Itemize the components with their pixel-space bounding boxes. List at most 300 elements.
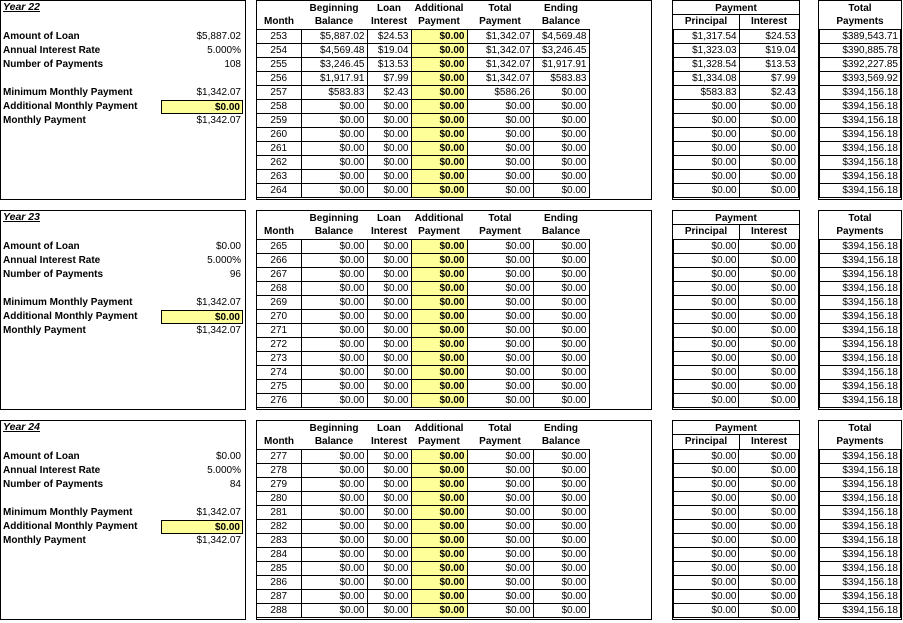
cell-int: $0.00 [367, 142, 411, 156]
number-of-payments-value: 96 [229, 269, 241, 280]
cell-end: $0.00 [533, 464, 589, 478]
year-title: Year 23 [3, 211, 40, 223]
cell-tot: $1,342.07 [467, 72, 533, 86]
table-row [257, 492, 589, 506]
cell-month: 278 [257, 464, 301, 478]
table-row [674, 352, 799, 366]
number-of-payments-label: Number of Payments [3, 479, 104, 490]
cell-beg: $5,887.02 [301, 30, 367, 44]
cell-pint: $7.99 [739, 72, 798, 86]
cell-prin: $1,323.03 [674, 44, 740, 58]
table-row [820, 324, 901, 338]
cell-int: $0.00 [367, 268, 411, 282]
cell-month: 259 [257, 114, 301, 128]
monthly-payment-label: Monthly Payment [3, 115, 86, 126]
cell-end: $0.00 [533, 506, 589, 520]
cell-cumulative: $393,569.92 [820, 72, 901, 86]
col-header-end-top: Ending [544, 423, 578, 434]
cell-tot: $0.00 [467, 562, 533, 576]
minimum-monthly-payment-label: Minimum Monthly Payment [3, 87, 133, 98]
cell-month: 277 [257, 450, 301, 464]
cell-prin: $1,317.54 [674, 30, 740, 44]
cell-end: $3,246.45 [533, 44, 589, 58]
col-header-beg-top: Beginning [309, 3, 359, 14]
table-row [820, 590, 901, 604]
table-row [674, 44, 799, 58]
cell-pint: $0.00 [739, 604, 799, 618]
amount-of-loan-label: Amount of Loan [3, 241, 80, 252]
cell-cumulative: $394,156.18 [820, 478, 901, 492]
table-row [257, 394, 589, 408]
table-row [674, 520, 799, 534]
table-row [257, 296, 589, 310]
cell-cumulative: $394,156.18 [820, 240, 901, 254]
table-row [674, 310, 799, 324]
table-row [674, 338, 799, 352]
cell-add[interactable]: $0.00 [411, 310, 467, 324]
table-row [820, 184, 901, 198]
cell-end: $0.00 [533, 352, 589, 366]
cell-end: $583.83 [533, 72, 589, 86]
schedule-table [257, 239, 590, 408]
cell-add[interactable]: $0.00 [411, 534, 467, 548]
cell-add[interactable]: $0.00 [411, 170, 467, 184]
minimum-monthly-payment-value: $1,342.07 [196, 297, 241, 308]
table-row [674, 100, 799, 114]
cell-month: 279 [257, 478, 301, 492]
cell-prin: $583.83 [674, 86, 740, 100]
cell-prin: $0.00 [674, 184, 740, 198]
cell-prin: $0.00 [674, 142, 740, 156]
cell-pint: $0.00 [739, 352, 799, 366]
cell-cumulative: $394,156.18 [820, 604, 901, 618]
col-header-add-top: Additional [414, 423, 464, 434]
cell-beg: $0.00 [301, 590, 367, 604]
cell-beg: $3,246.45 [301, 58, 367, 72]
cell-pint: $0.00 [739, 366, 799, 380]
cell-pint: $0.00 [739, 184, 798, 198]
table-row [257, 240, 589, 254]
table-row [820, 548, 901, 562]
cell-pint: $0.00 [739, 128, 798, 142]
cell-month: 287 [257, 590, 301, 604]
table-row [674, 30, 799, 44]
cell-prin: $0.00 [674, 352, 739, 366]
table-row [674, 506, 799, 520]
table-row [820, 58, 901, 72]
cell-add[interactable]: $0.00 [411, 282, 467, 296]
cell-add[interactable]: $0.00 [411, 142, 467, 156]
cell-int: $0.00 [367, 366, 411, 380]
cell-beg: $0.00 [301, 380, 367, 394]
cell-prin: $0.00 [674, 114, 740, 128]
table-row [674, 324, 799, 338]
header-divider-vertical [739, 224, 740, 239]
table-row [674, 464, 799, 478]
cell-cumulative: $394,156.18 [820, 338, 901, 352]
table-row [674, 58, 799, 72]
cell-add[interactable]: $0.00 [411, 478, 467, 492]
cell-add[interactable]: $0.00 [411, 240, 467, 254]
table-row [820, 128, 901, 142]
table-row [820, 72, 901, 86]
cell-end: $1,917.91 [533, 58, 589, 72]
cell-month: 253 [257, 30, 301, 44]
payment-table [673, 239, 799, 408]
cumulative-table [819, 239, 901, 408]
cell-beg: $1,917.91 [301, 72, 367, 86]
table-row [820, 492, 901, 506]
cell-cumulative: $394,156.18 [820, 268, 901, 282]
table-row [257, 114, 589, 128]
cell-beg: $583.83 [301, 86, 367, 100]
cell-add[interactable]: $0.00 [411, 506, 467, 520]
cell-beg: $0.00 [301, 338, 367, 352]
cell-prin: $0.00 [674, 156, 740, 170]
cell-month: 261 [257, 142, 301, 156]
cell-cumulative: $394,156.18 [820, 170, 901, 184]
table-row [257, 562, 589, 576]
cell-add[interactable]: $0.00 [411, 268, 467, 282]
cell-tot: $0.00 [467, 464, 533, 478]
cell-add[interactable]: $0.00 [411, 380, 467, 394]
cell-end: $0.00 [533, 576, 589, 590]
cell-tot: $0.00 [467, 142, 533, 156]
cell-int: $0.00 [367, 184, 411, 198]
cell-end: $0.00 [533, 296, 589, 310]
cell-cumulative: $394,156.18 [820, 394, 901, 408]
table-row [820, 450, 901, 464]
col-header-total-payments: Payments [836, 226, 884, 237]
cell-cumulative: $394,156.18 [820, 520, 901, 534]
col-header-principal: Principal [684, 226, 728, 237]
table-row [257, 268, 589, 282]
table-row [674, 72, 799, 86]
cell-prin: $0.00 [674, 282, 739, 296]
cell-add[interactable]: $0.00 [411, 450, 467, 464]
cell-pint: $13.53 [739, 58, 798, 72]
cell-tot: $0.00 [467, 128, 533, 142]
cell-pint: $0.00 [739, 240, 799, 254]
cell-pint: $0.00 [739, 576, 799, 590]
payment-breakdown-panel [672, 0, 800, 200]
cell-prin: $0.00 [674, 562, 739, 576]
cell-prin: $0.00 [674, 506, 739, 520]
cell-prin: $0.00 [674, 478, 739, 492]
cell-add[interactable]: $0.00 [411, 58, 467, 72]
table-row [820, 562, 901, 576]
cell-month: 288 [257, 604, 301, 618]
cell-prin: $0.00 [674, 366, 739, 380]
payment-group-header: Payment [715, 213, 757, 224]
cell-month: 280 [257, 492, 301, 506]
cell-add[interactable]: $0.00 [411, 352, 467, 366]
cell-tot: $0.00 [467, 170, 533, 184]
year-title: Year 24 [3, 421, 40, 433]
cell-tot: $0.00 [467, 492, 533, 506]
col-header-add-top: Additional [414, 213, 464, 224]
cell-pint: $0.00 [739, 310, 799, 324]
table-row [674, 492, 799, 506]
cell-month: 271 [257, 324, 301, 338]
cell-int: $0.00 [367, 394, 411, 408]
table-row [257, 576, 589, 590]
cell-int: $0.00 [367, 170, 411, 184]
cell-prin: $0.00 [674, 240, 739, 254]
cell-int: $0.00 [367, 114, 411, 128]
cell-prin: $1,334.08 [674, 72, 740, 86]
cell-int: $0.00 [367, 240, 411, 254]
additional-monthly-payment-input[interactable]: $0.00 [161, 100, 243, 114]
schedule-panel [256, 420, 652, 620]
cell-month: 281 [257, 506, 301, 520]
cell-add[interactable]: $0.00 [411, 30, 467, 44]
cell-pint: $0.00 [739, 282, 799, 296]
cell-pint: $0.00 [739, 170, 798, 184]
amount-of-loan-label: Amount of Loan [3, 451, 80, 462]
cell-beg: $0.00 [301, 492, 367, 506]
cell-beg: $0.00 [301, 128, 367, 142]
cell-end: $0.00 [533, 100, 589, 114]
table-row [674, 590, 799, 604]
minimum-monthly-payment-value: $1,342.07 [196, 507, 241, 518]
table-row [820, 30, 901, 44]
cell-add[interactable]: $0.00 [411, 86, 467, 100]
table-row [674, 128, 799, 142]
cell-int: $0.00 [367, 156, 411, 170]
col-header-interest: Interest [750, 226, 788, 237]
cell-add[interactable]: $0.00 [411, 604, 467, 618]
col-header-total-top: Total [848, 423, 872, 434]
cell-tot: $1,342.07 [467, 44, 533, 58]
cell-end: $0.00 [533, 254, 589, 268]
table-row [820, 100, 901, 114]
cell-add[interactable]: $0.00 [411, 44, 467, 58]
cell-cumulative: $394,156.18 [820, 184, 901, 198]
cell-int: $0.00 [367, 604, 411, 618]
cell-beg: $4,569.48 [301, 44, 367, 58]
col-header-month: Month [264, 226, 294, 237]
cell-prin: $0.00 [674, 534, 739, 548]
additional-monthly-payment-label: Additional Monthly Payment [3, 311, 138, 322]
table-row [257, 548, 589, 562]
cell-month: 274 [257, 366, 301, 380]
cell-int: $0.00 [367, 576, 411, 590]
table-row [674, 184, 799, 198]
cell-add[interactable]: $0.00 [411, 562, 467, 576]
col-header-principal: Principal [684, 16, 728, 27]
total-payments-panel [818, 210, 902, 410]
cell-int: $0.00 [367, 352, 411, 366]
cell-month: 269 [257, 296, 301, 310]
cell-add[interactable]: $0.00 [411, 520, 467, 534]
table-row [820, 604, 901, 618]
schedule-table [257, 449, 590, 618]
cell-int: $19.04 [367, 44, 411, 58]
cell-end: $0.00 [533, 366, 589, 380]
table-row [674, 268, 799, 282]
cell-month: 256 [257, 72, 301, 86]
col-header-beg: Balance [314, 226, 354, 237]
cell-end: $0.00 [533, 380, 589, 394]
cell-cumulative: $392,227.85 [820, 58, 901, 72]
table-row [674, 240, 799, 254]
cell-int: $0.00 [367, 548, 411, 562]
cell-add[interactable]: $0.00 [411, 338, 467, 352]
cell-month: 260 [257, 128, 301, 142]
cell-add[interactable]: $0.00 [411, 184, 467, 198]
monthly-payment-label: Monthly Payment [3, 325, 86, 336]
cell-pint: $2.43 [739, 86, 798, 100]
cell-add[interactable]: $0.00 [411, 464, 467, 478]
schedule-panel [256, 210, 652, 410]
cell-cumulative: $394,156.18 [820, 100, 901, 114]
cell-beg: $0.00 [301, 114, 367, 128]
cell-pint: $0.00 [739, 492, 799, 506]
cell-add[interactable]: $0.00 [411, 548, 467, 562]
additional-monthly-payment-input[interactable]: $0.00 [161, 520, 243, 534]
table-row [257, 366, 589, 380]
cell-tot: $586.26 [467, 86, 533, 100]
cell-add[interactable]: $0.00 [411, 128, 467, 142]
cell-month: 262 [257, 156, 301, 170]
cell-beg: $0.00 [301, 394, 367, 408]
table-row [820, 506, 901, 520]
cell-add[interactable]: $0.00 [411, 492, 467, 506]
table-row [820, 394, 901, 408]
cell-cumulative: $394,156.18 [820, 282, 901, 296]
minimum-monthly-payment-label: Minimum Monthly Payment [3, 507, 133, 518]
cell-end: $0.00 [533, 324, 589, 338]
cell-pint: $0.00 [739, 562, 799, 576]
col-header-int: Interest [370, 226, 408, 237]
table-row [257, 478, 589, 492]
cell-month: 266 [257, 254, 301, 268]
cell-tot: $0.00 [467, 590, 533, 604]
cell-end: $0.00 [533, 492, 589, 506]
cell-pint: $0.00 [739, 506, 799, 520]
cell-tot: $0.00 [467, 394, 533, 408]
cell-add[interactable]: $0.00 [411, 156, 467, 170]
cell-add[interactable]: $0.00 [411, 324, 467, 338]
cell-end: $0.00 [533, 240, 589, 254]
cell-beg: $0.00 [301, 324, 367, 338]
cell-tot: $0.00 [467, 254, 533, 268]
table-row [257, 30, 589, 44]
cell-pint: $0.00 [739, 534, 799, 548]
cell-end: $0.00 [533, 450, 589, 464]
minimum-monthly-payment-label: Minimum Monthly Payment [3, 297, 133, 308]
cell-beg: $0.00 [301, 604, 367, 618]
cell-add[interactable]: $0.00 [411, 366, 467, 380]
cell-add[interactable]: $0.00 [411, 576, 467, 590]
cell-month: 270 [257, 310, 301, 324]
cell-prin: $0.00 [674, 296, 739, 310]
additional-monthly-payment-input[interactable]: $0.00 [161, 310, 243, 324]
cell-tot: $1,342.07 [467, 58, 533, 72]
cell-tot: $0.00 [467, 366, 533, 380]
col-header-end-top: Ending [544, 213, 578, 224]
cell-add[interactable]: $0.00 [411, 590, 467, 604]
cell-beg: $0.00 [301, 464, 367, 478]
table-row [257, 58, 589, 72]
cell-prin: $0.00 [674, 604, 739, 618]
cell-tot: $0.00 [467, 352, 533, 366]
schedule-panel [256, 0, 652, 200]
col-header-end: Balance [541, 16, 581, 27]
cell-add[interactable]: $0.00 [411, 254, 467, 268]
year-info-panel [0, 210, 246, 410]
cell-pint: $0.00 [739, 296, 799, 310]
cell-pint: $24.53 [739, 30, 798, 44]
cell-int: $0.00 [367, 478, 411, 492]
cell-add[interactable]: $0.00 [411, 394, 467, 408]
cell-beg: $0.00 [301, 240, 367, 254]
cell-tot: $0.00 [467, 604, 533, 618]
table-row [257, 184, 589, 198]
col-header-int: Interest [370, 16, 408, 27]
cell-tot: $0.00 [467, 296, 533, 310]
cell-tot: $0.00 [467, 478, 533, 492]
cell-tot: $0.00 [467, 450, 533, 464]
annual-interest-rate-label: Annual Interest Rate [3, 255, 101, 266]
cell-cumulative: $394,156.18 [820, 562, 901, 576]
cell-month: 257 [257, 86, 301, 100]
cell-cumulative: $394,156.18 [820, 296, 901, 310]
table-row [674, 254, 799, 268]
table-row [674, 562, 799, 576]
cell-int: $0.00 [367, 492, 411, 506]
payment-table [673, 449, 799, 618]
table-row [257, 604, 589, 618]
annual-interest-rate-label: Annual Interest Rate [3, 465, 101, 476]
cell-beg: $0.00 [301, 450, 367, 464]
cell-end: $0.00 [533, 184, 589, 198]
cell-end: $0.00 [533, 394, 589, 408]
cell-add[interactable]: $0.00 [411, 100, 467, 114]
cell-int: $0.00 [367, 310, 411, 324]
cell-prin: $0.00 [674, 128, 740, 142]
table-row [257, 352, 589, 366]
table-row [820, 310, 901, 324]
cell-add[interactable]: $0.00 [411, 296, 467, 310]
table-row [820, 380, 901, 394]
cell-month: 272 [257, 338, 301, 352]
cell-tot: $0.00 [467, 282, 533, 296]
table-row [820, 296, 901, 310]
cell-month: 273 [257, 352, 301, 366]
cell-prin: $0.00 [674, 590, 739, 604]
cell-tot: $0.00 [467, 184, 533, 198]
col-header-end-top: Ending [544, 3, 578, 14]
cell-tot: $0.00 [467, 534, 533, 548]
table-row [674, 450, 799, 464]
cell-tot: $0.00 [467, 338, 533, 352]
cell-add[interactable]: $0.00 [411, 114, 467, 128]
year-info-panel [0, 0, 246, 200]
col-header-int-top: Loan [377, 213, 401, 224]
payment-group-header: Payment [715, 423, 757, 434]
cell-month: 276 [257, 394, 301, 408]
cell-cumulative: $394,156.18 [820, 114, 901, 128]
table-row [257, 142, 589, 156]
cell-add[interactable]: $0.00 [411, 72, 467, 86]
cell-tot: $0.00 [467, 310, 533, 324]
cell-int: $0.00 [367, 254, 411, 268]
cell-beg: $0.00 [301, 520, 367, 534]
total-payments-panel [818, 420, 902, 620]
cell-tot: $0.00 [467, 380, 533, 394]
